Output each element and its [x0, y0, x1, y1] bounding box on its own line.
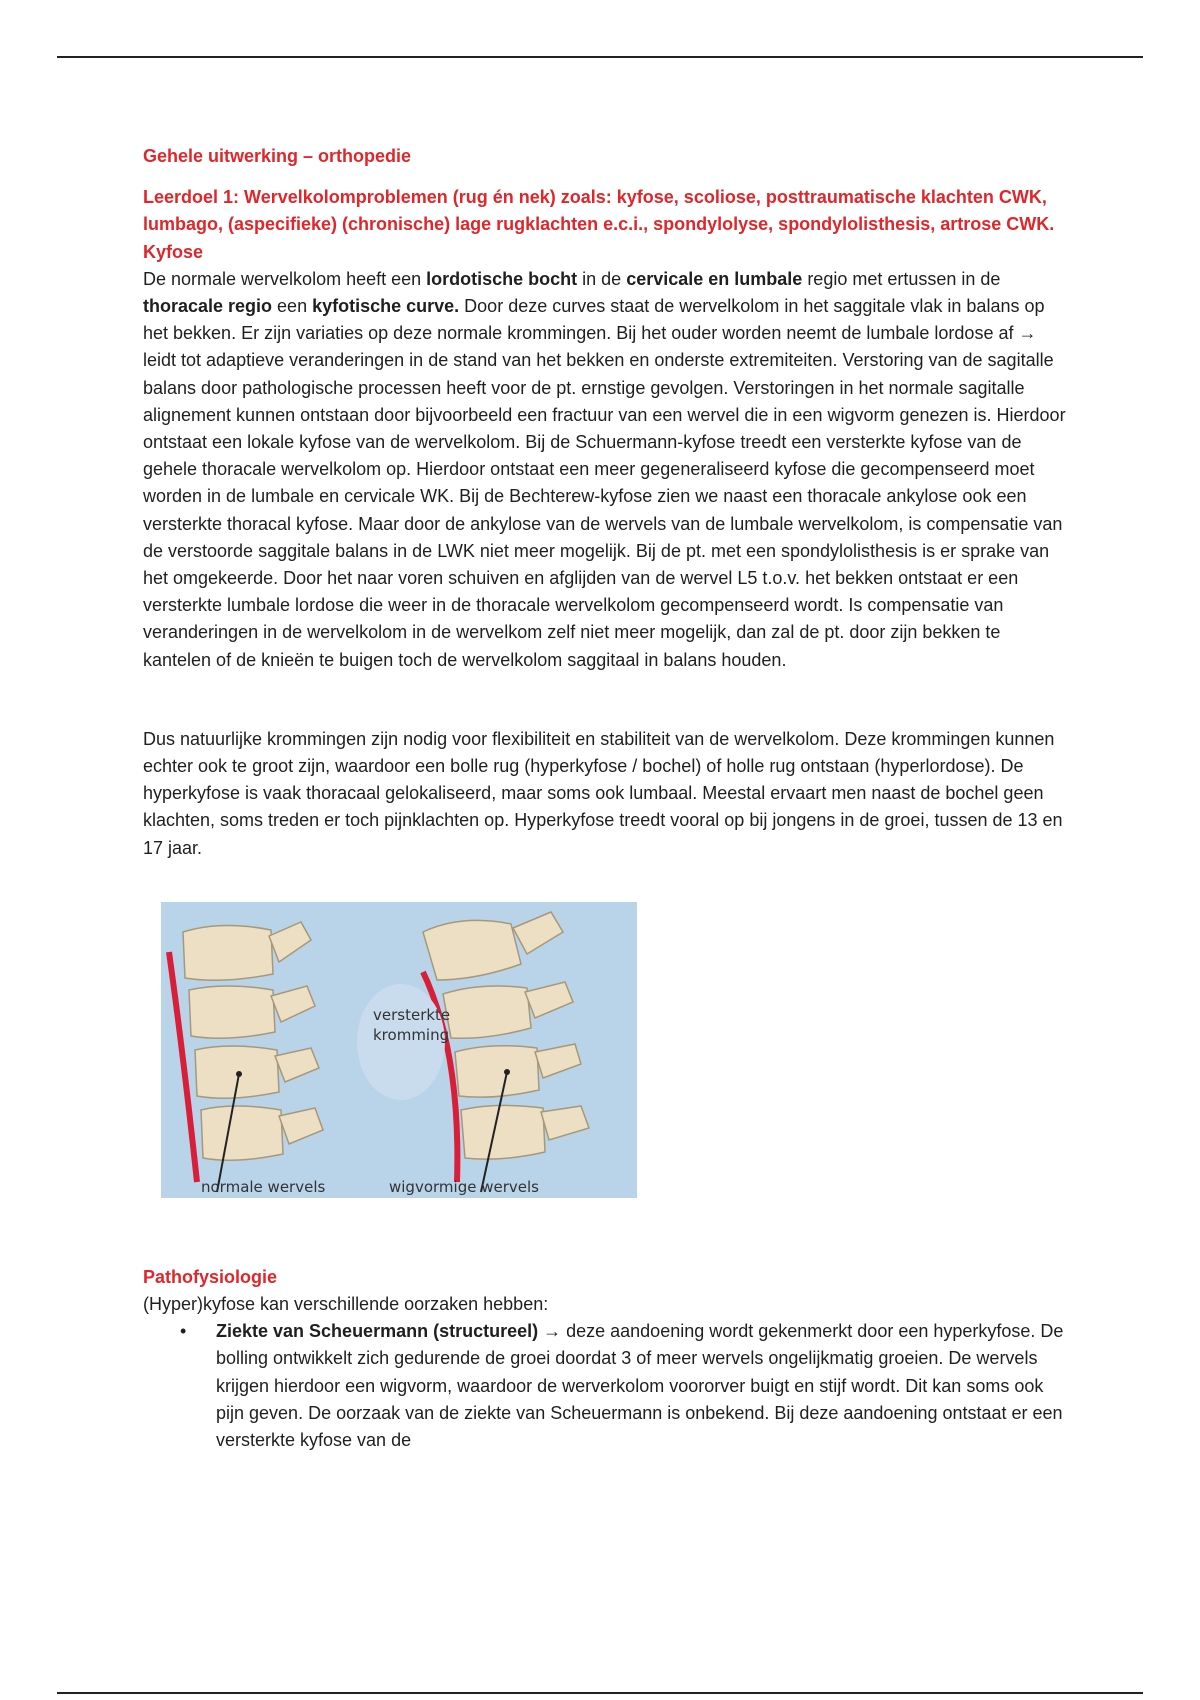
kyphosis-illustration [161, 902, 637, 1198]
top-rule [57, 56, 1143, 58]
label-curve-line2: kromming [373, 1025, 450, 1044]
causes-list [143, 1318, 1068, 1454]
list-item: • Ziekte van Scheuermann (structureel) → deze aandoening wordt gekenmerkt door een hyperkyfose. De bolling ontwikkelt zich gedurende de groei doordat 3 of meer wervels ongelijkmatig groeien. De wervels krijgen hierdoor een wigvorm, waardoor de werverkolom voororver buigt en stijf wordt. Dit kan soms ook pijn geven. De oorzaak van de ziekte van Scheuermann is onbekend. Bij deze aandoening ontstaat er een versterkte kyfose van de [216, 1318, 1068, 1454]
document-body [143, 143, 1068, 1454]
bottom-rule [57, 1692, 1143, 1694]
label-curve-line1: versterkte [373, 1005, 451, 1024]
kyfose-paragraph-2: Dus natuurlijke krommingen zijn nodig voor flexibiliteit en stabiliteit van de wervelkolom. Deze krommingen kunnen echter ook te groot zijn, waardoor een bolle rug (hyperkyfose / bochel) of holle rug ontstaan (hyperlordose). De hyperkyfose is vaak thoracaal gelokaliseerd, maar soms ook lumbaal. Meestal ervaart men naast de bochel geen klachten, soms treden er toch pijnklachten op. Hyperkyfose treedt vooral op bij jongens in de groei, tussen de 13 en 17 jaar. [143, 728, 1063, 858]
document-title: Gehele uitwerking – orthopedie [143, 146, 412, 166]
label-wedge-vertebrae: wigvormige wervels [389, 1177, 539, 1196]
label-normal-vertebrae: normale wervels [201, 1177, 326, 1196]
kyfose-heading: Kyfose [143, 241, 204, 262]
spine-comparison-image [161, 902, 637, 1198]
pathofysiologie-intro: (Hyper)kyfose kan verschillende oorzaken hebben: [143, 1294, 549, 1315]
pathofysiologie-heading: Pathofysiologie [143, 1266, 278, 1287]
learning-goal-heading: Leerdoel 1: Wervelkolomproblemen (rug én nek) zoals: kyfose, scoliose, posttraumatische klachten CWK, lumbago, (aspecifieke) (chronische) lage rugklachten e.c.i., spondylolyse, spondylolisthesis, artrose CWK. [143, 187, 1055, 235]
kyfose-paragraph-1: De normale wervelkolom heeft een lordotische bocht in de cervicale en lumbale regio met ertussen in de thoracale regio een kyfotische curve. Door deze curves staat de wervelkolom in het saggitale vlak in balans op het bekken. Er zijn variaties op deze normale krommingen. Bij het ouder worden neemt de lumbale lordose af → leidt tot adaptieve veranderingen in de stand van het bekken en onderste extremiteiten. Verstoring van de sagitalle balans door pathologische processen heeft voor de pt. ernstige gevolgen. Verstoringen in het normale sagitalle alignement kunnen ontstaan door bijvoorbeeld een fractuur van een wervel die in een wigvorm genezen is. Hierdoor ontstaat een lokale kyfose van de wervelkolom. Bij de Schuermann-kyfose treedt een versterkte kyfose van de gehele thoracale wervelkolom op. Hierdoor ontstaat een meer gegeneraliseerd kyfose die gecompenseerd moet worden in de lumbale en cervicale WK. Bij de Bechterew-kyfose zien we naast een thoracale ankylose ook een versterkte thoracal kyfose. Maar door de ankylose van de wervels van de lumbale wervelkolom, is compensatie van de verstoorde saggitale balans in de LWK niet meer mogelijk. Bij de pt. met een spondylolisthesis is er sprake van het omgekeerde. Door het naar voren schuiven en afglijden van de wervel L5 t.o.v. het bekken ontstaat er een versterkte lumbale lordose die weer in de thoracale wervelkolom gecompenseerd wordt. Is compensatie van veranderingen in de wervelkolom in de wervelkom zelf niet meer mogelijk, dan zal de pt. door zijn bekken te kantelen of de knieën te buigen toch de wervelkolom saggitaal in balans houden. [143, 268, 1066, 670]
